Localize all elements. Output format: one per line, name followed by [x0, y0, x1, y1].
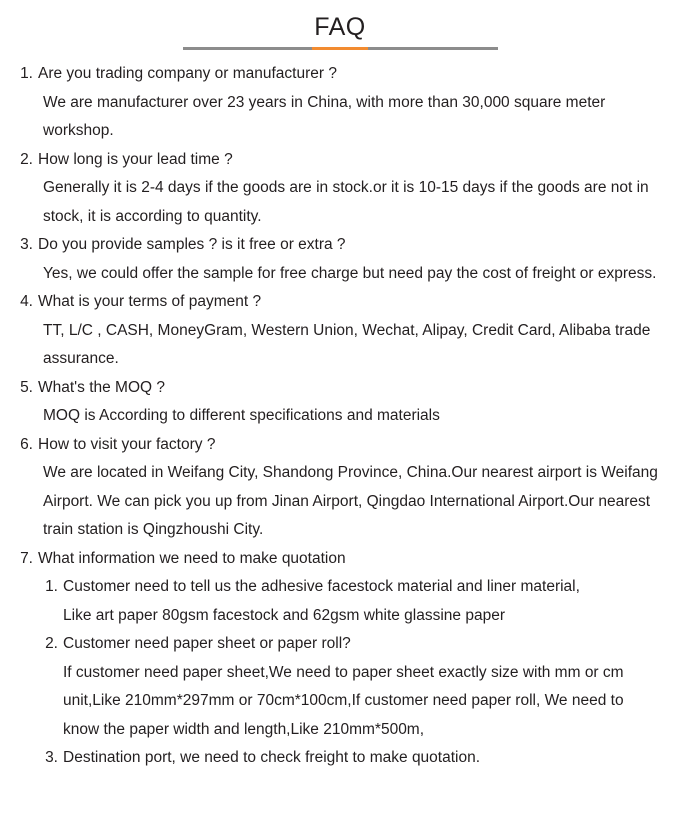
faq-number: 3. — [20, 236, 33, 253]
faq-subitem — [16, 630, 664, 744]
faq-subitem-body — [63, 630, 664, 744]
faq-number: 4. — [20, 293, 33, 310]
faq-subitem-line: Like art paper 80gsm facestock and 62gsm white glassine paper — [63, 606, 505, 624]
faq-item — [16, 545, 664, 773]
faq-answer: Yes, we could offer the sample for free charge but need pay the cost of freight or express. — [43, 264, 657, 282]
faq-question-row — [16, 431, 664, 460]
faq-subitem-line: Destination port, we need to check freight to make quotation. — [63, 749, 481, 766]
faq-sublist — [16, 573, 664, 773]
faq-subitem-number: 2. — [45, 635, 58, 652]
faq-question-row — [16, 288, 664, 317]
faq-list — [16, 60, 664, 773]
faq-subitem-number: 1. — [45, 578, 58, 595]
faq-question: What information we need to make quotation — [38, 549, 346, 567]
faq-number: 5. — [20, 378, 33, 396]
page-title-block — [16, 10, 664, 50]
faq-item — [16, 146, 664, 232]
faq-question-row — [16, 545, 664, 574]
faq-question-row — [16, 146, 664, 175]
faq-number: 1. — [20, 65, 33, 82]
faq-question-row — [16, 60, 664, 89]
faq-number: 7. — [20, 549, 33, 567]
faq-question-row — [16, 374, 664, 403]
faq-subitem-line: If customer need paper sheet,We need to paper sheet exactly size with mm or cm unit,Like 210mm*297mm or 70cm*100cm,If customer need paper roll, We need to know the paper width and length,Like 210mm*500m, — [63, 663, 624, 738]
faq-number: 6. — [20, 435, 33, 453]
faq-subitem — [16, 744, 664, 773]
faq-question: Are you trading company or manufacturer ? — [38, 65, 337, 82]
faq-question-row — [16, 231, 664, 260]
faq-answer: Generally it is 2-4 days if the goods are in stock.or it is 10-15 days if the goods are not in stock, it is according to quantity. — [43, 179, 649, 225]
faq-subitem-number: 3. — [45, 749, 58, 766]
faq-question: Do you provide samples ? is it free or extra ? — [38, 236, 346, 253]
faq-answer: TT, L/C , CASH, MoneyGram, Western Union, Wechat, Alipay, Credit Card, Alibaba trade assurance. — [43, 321, 651, 367]
faq-item — [16, 231, 664, 288]
faq-number: 2. — [20, 150, 33, 168]
faq-item — [16, 288, 664, 374]
faq-subitem-body — [63, 573, 664, 630]
faq-answer: MOQ is According to different specifications and materials — [43, 407, 440, 424]
faq-answer: We are manufacturer over 23 years in China, with more than 30,000 square meter workshop. — [43, 93, 606, 139]
faq-question: What is your terms of payment ? — [38, 293, 262, 310]
faq-item — [16, 374, 664, 431]
faq-question: How to visit your factory ? — [38, 435, 216, 453]
page-title: FAQ — [314, 13, 366, 41]
faq-item — [16, 60, 664, 146]
faq-question: What's the MOQ ? — [38, 378, 165, 396]
faq-answer: We are located in Weifang City, Shandong Province, China.Our nearest airport is Weifang Airport. We can pick you up from Jinan Airport, Qingdao International Airport.Our nearest train station is Qingzhoushi City. — [43, 464, 658, 538]
faq-subitem-line: Customer need to tell us the adhesive facestock material and liner material, — [63, 578, 580, 595]
faq-subitem-body — [63, 744, 664, 773]
title-divider — [183, 47, 498, 50]
faq-subitem — [16, 573, 664, 630]
faq-subitem-line: Customer need paper sheet or paper roll? — [63, 635, 351, 652]
faq-item — [16, 431, 664, 545]
faq-question: How long is your lead time ? — [38, 150, 233, 168]
